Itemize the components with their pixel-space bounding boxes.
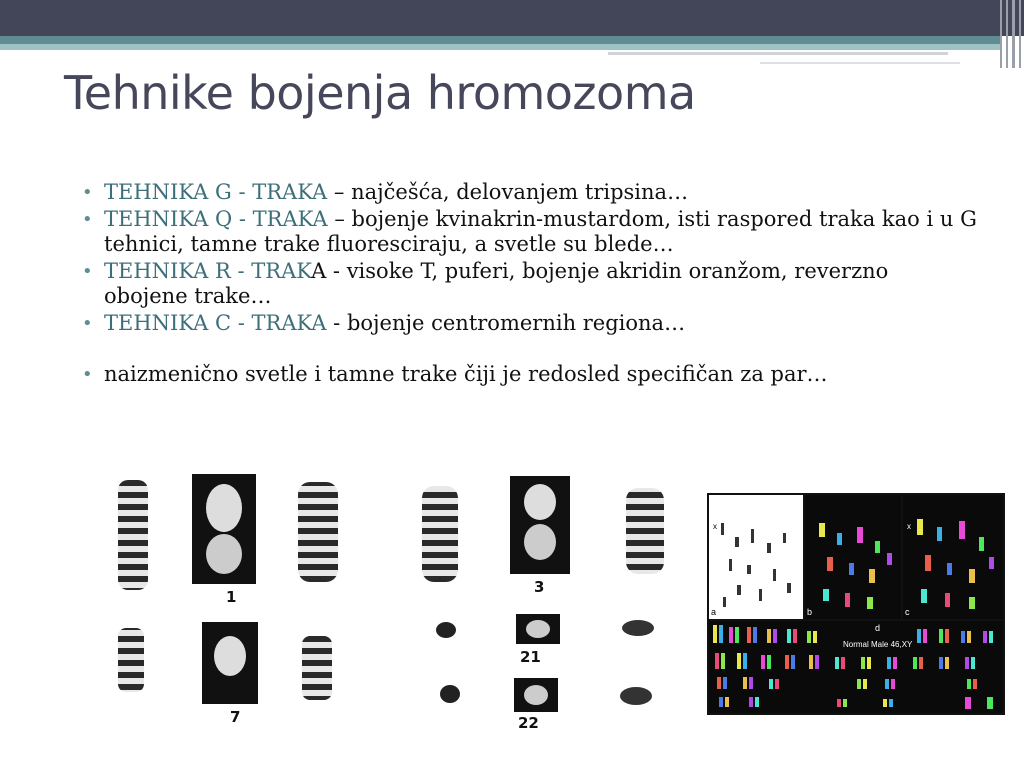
header-vertical-lines	[994, 0, 1024, 68]
bullet-text: – bojenje kvinakrin-mustardom, isti raspored traka kao i u G tehnici, tamne trake fluoresciraju, a svetle su blede…	[104, 207, 977, 256]
bullet-text: - bojenje centromernih regiona…	[326, 311, 686, 335]
chromosome-g-banded	[118, 480, 148, 590]
chromosome-label: 7	[230, 708, 241, 726]
metaphase-panel-b	[805, 495, 901, 619]
bullet-text: A - visoke T, puferi, bojenje akridin oranžom, reverzno obojene trake…	[104, 259, 889, 308]
chromosome-r-banded	[298, 482, 338, 582]
chromosome-small	[620, 687, 652, 705]
panel-label: a	[711, 607, 717, 617]
panel-label: d	[875, 623, 881, 633]
chromosome-label: 3	[534, 578, 545, 596]
chromosome-label: 21	[520, 648, 541, 666]
bullet-text: naizmenično svetle i tamne trake čiji je redosled specifičan za par…	[104, 362, 828, 386]
header-bar	[0, 0, 1024, 36]
chromosome-r-banded	[302, 636, 332, 700]
bullet-item	[78, 180, 978, 205]
chromosome-g-banded	[422, 486, 458, 582]
bullet-item	[78, 362, 978, 387]
chromosome-q-band	[524, 524, 556, 560]
metaphase-panel-c	[903, 495, 1003, 619]
x-marker: x	[907, 522, 911, 531]
chromosome-small	[440, 685, 460, 703]
bullet-list	[78, 180, 978, 389]
header-thin-line-2	[760, 62, 960, 64]
slide-title: Tehnike bojenja hromozoma	[64, 66, 696, 120]
chromosome-q-band	[206, 484, 242, 532]
bullet-label: TEHNIKA R - TRAK	[104, 259, 312, 283]
bullet-label: TEHNIKA G - TRAKA	[104, 180, 328, 204]
karyotype-caption: Normal Male 46,XY	[843, 640, 913, 649]
header-stripe-light	[0, 44, 1000, 50]
chromosome-q-band	[206, 534, 242, 574]
panel-label: b	[807, 607, 813, 617]
header-stripe-dark	[0, 36, 1000, 44]
bullet-text: – najčešća, delovanjem tripsina…	[327, 180, 689, 204]
chromosome-banding-figure	[86, 468, 690, 730]
x-marker: x	[713, 522, 717, 531]
bullet-label: TEHNIKA Q - TRAKA	[104, 207, 328, 231]
header-thin-line	[608, 52, 948, 55]
chromosome-q-band	[526, 620, 550, 638]
chromosome-small	[436, 622, 456, 638]
bullet-label: TEHNIKA C - TRAKA	[104, 311, 327, 335]
chromosome-label: 1	[226, 588, 237, 606]
chromosome-r-banded	[626, 488, 664, 574]
spectral-karyotype-figure	[707, 493, 1005, 715]
chromosome-q-band	[524, 685, 548, 705]
chromosome-label: 22	[518, 714, 539, 730]
chromosome-q-band	[214, 636, 246, 676]
chromosome-q-band	[524, 484, 556, 520]
chromosome-g-banded	[118, 628, 144, 692]
bullet-item	[78, 207, 978, 257]
panel-label: c	[905, 607, 910, 617]
chromosome-small	[622, 620, 654, 636]
bullet-item	[78, 259, 978, 309]
bullet-item	[78, 311, 978, 336]
